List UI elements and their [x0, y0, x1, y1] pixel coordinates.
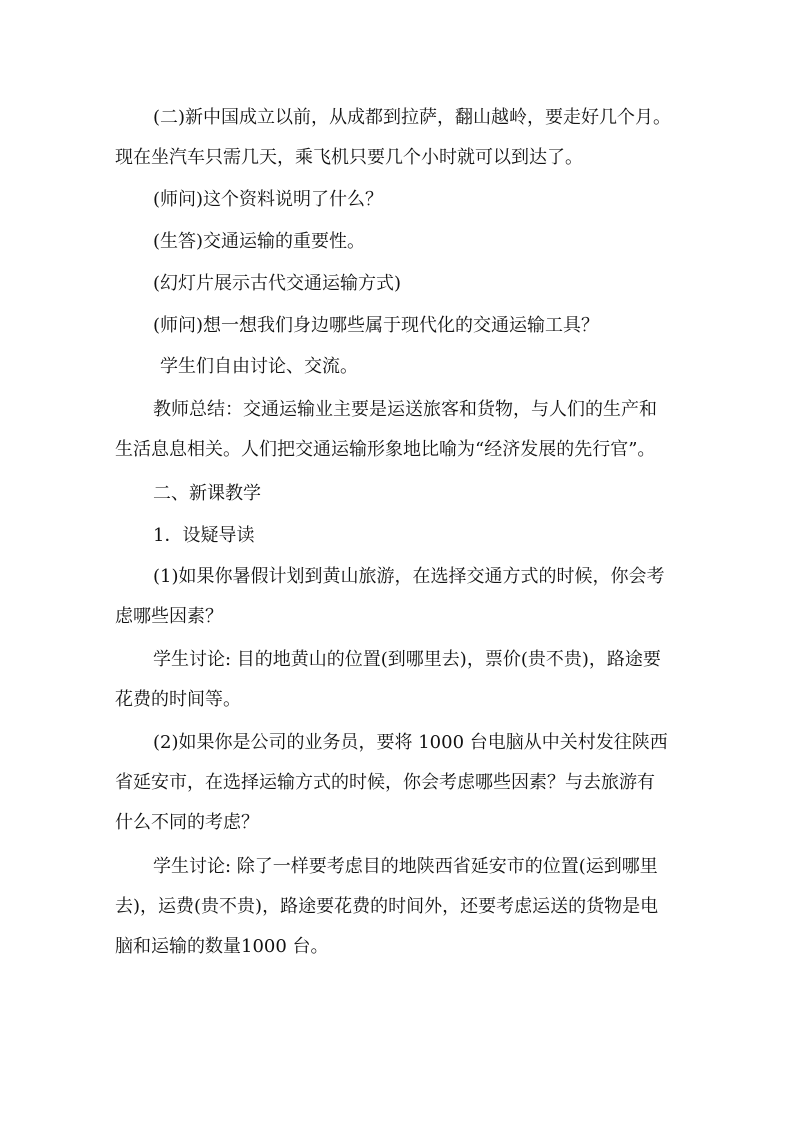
text-line: (幻灯片展示古代交通运输方式): [153, 273, 402, 294]
text-line: 生活息息相关。人们把交通运输形象地比喻为“经济发展的先行官”。: [115, 439, 656, 460]
text-line: 教师总结：交通运输业主要是运送旅客和货物，与人们的生产和: [153, 399, 657, 420]
text-line: 1．设疑导读: [153, 525, 255, 546]
paragraph-discussion-1: [115, 640, 687, 720]
text-line: (生答)交通运输的重要性。: [153, 231, 366, 252]
text-line: (2)如果你是公司的业务员，要将 1000 台电脑从中关村发往陕西: [153, 732, 668, 753]
paragraph-chengdu-lhasa: [115, 98, 687, 178]
paragraph-slide-note: [115, 264, 687, 304]
text-line: (师问)这个资料说明了什么？: [153, 189, 384, 210]
text-line: 虑哪些因素？: [115, 606, 223, 627]
text-line: 学生讨论: 目的地黄山的位置(到哪里去)，票价(贵不贵)，路途要: [153, 649, 661, 670]
text-line: (二)新中国成立以前，从成都到拉萨，翻山越岭，要走好几个月。: [153, 107, 672, 128]
text-line: (师问)想一想我们身边哪些属于现代化的交通运输工具？: [153, 315, 600, 336]
text-line: 什么不同的考虑？: [115, 812, 259, 833]
paragraph-teacher-summary: [115, 390, 687, 470]
section-heading-new-lesson: [115, 474, 687, 514]
text-line: 花费的时间等。: [115, 689, 241, 710]
text-line: 现在坐汽车只需几天，乘飞机只要几个小时就可以到达了。: [115, 147, 583, 168]
text-line: 二、新课教学: [153, 483, 261, 504]
paragraph-discussion-2: [115, 847, 687, 967]
paragraph-teacher-question-1: [115, 180, 687, 220]
paragraph-question-2: [115, 723, 687, 843]
paragraph-teacher-question-2: [115, 306, 687, 346]
subsection-heading-guided-reading: [115, 516, 687, 556]
text-line: 学生讨论: 除了一样要考虑目的地陕西省延安市的位置(运到哪里: [153, 856, 658, 877]
paragraph-student-answer: [115, 222, 687, 262]
text-line: 省延安市，在选择运输方式的时候，你会考虑哪些因素？与去旅游有: [115, 772, 655, 793]
text-line: 学生们自由讨论、交流。: [160, 356, 358, 377]
text-line: (1)如果你暑假计划到黄山旅游，在选择交通方式的时候，你会考: [153, 566, 665, 587]
text-line: 去)，运费(贵不贵)，路途要花费的时间外，还要考虑运送的货物是电: [115, 896, 659, 917]
text-line: 脑和运输的数量1000 台。: [115, 936, 329, 957]
paragraph-question-1: [115, 557, 687, 637]
paragraph-student-discussion: [115, 347, 687, 387]
